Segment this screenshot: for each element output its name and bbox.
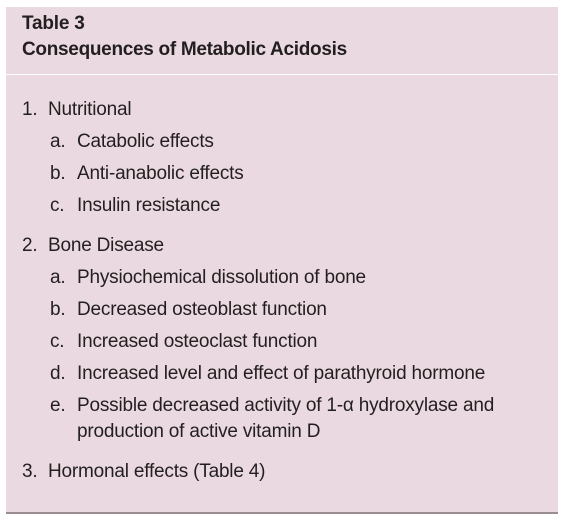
item-text: Catabolic effects bbox=[77, 131, 214, 152]
list-item bbox=[50, 331, 317, 353]
section-label: Bone Disease bbox=[48, 235, 164, 256]
section-marker: 3. bbox=[22, 461, 38, 482]
item-marker: a. bbox=[50, 267, 66, 288]
list-item bbox=[50, 267, 366, 289]
section-label: Nutritional bbox=[48, 99, 132, 120]
item-marker: e. bbox=[50, 395, 66, 416]
item-marker: a. bbox=[50, 131, 66, 152]
table-title: Consequences of Metabolic Acidosis bbox=[22, 39, 347, 60]
section-3 bbox=[22, 461, 265, 483]
list-item bbox=[50, 363, 485, 385]
list-item bbox=[50, 395, 494, 417]
list-item bbox=[50, 131, 214, 153]
item-marker: d. bbox=[50, 363, 66, 384]
section-marker: 1. bbox=[22, 99, 38, 120]
list-item-continuation: production of active vitamin D bbox=[77, 421, 321, 442]
item-text: Increased osteoclast function bbox=[77, 331, 318, 352]
item-text: Physiochemical dissolution of bone bbox=[77, 267, 366, 288]
item-text: Anti-anabolic effects bbox=[77, 163, 244, 184]
item-marker: b. bbox=[50, 299, 66, 320]
item-text: Increased level and effect of parathyroid hormone bbox=[77, 363, 486, 384]
item-text: Insulin resistance bbox=[77, 195, 221, 216]
section-label: Hormonal effects (Table 4) bbox=[48, 461, 266, 482]
list-item bbox=[50, 195, 220, 217]
table-panel bbox=[6, 7, 558, 514]
item-text: Decreased osteoblast function bbox=[77, 299, 327, 320]
item-marker: c. bbox=[50, 331, 65, 352]
table-number: Table 3 bbox=[22, 13, 85, 34]
item-text: Possible decreased activity of 1-α hydroxylase and bbox=[77, 395, 495, 416]
list-item bbox=[50, 163, 244, 185]
item-marker: b. bbox=[50, 163, 66, 184]
item-marker: c. bbox=[50, 195, 65, 216]
section-2 bbox=[22, 235, 164, 257]
section-1 bbox=[22, 99, 131, 121]
list-item bbox=[50, 299, 327, 321]
title-divider bbox=[6, 74, 558, 75]
section-marker: 2. bbox=[22, 235, 38, 256]
